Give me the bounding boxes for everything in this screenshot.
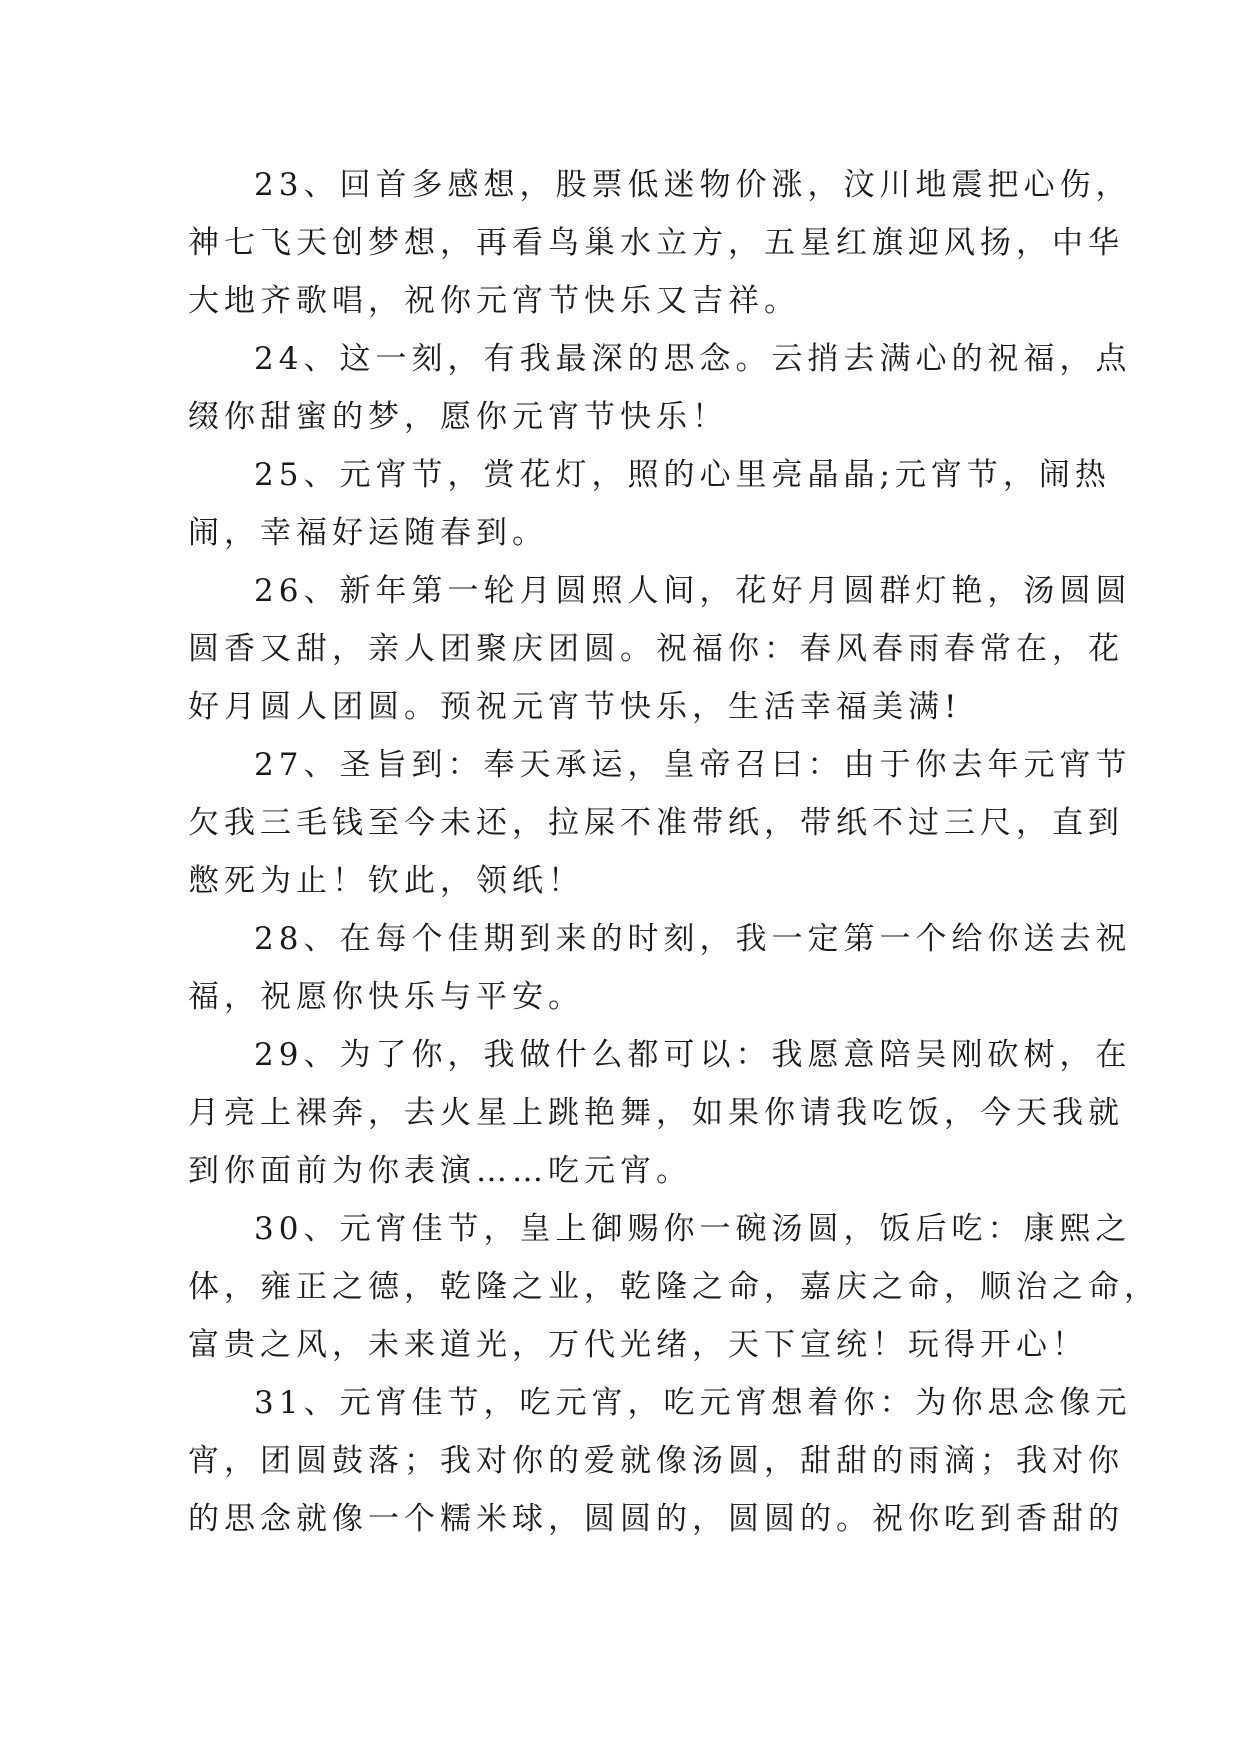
document-body	[188, 156, 1160, 1548]
text-line: 24、这一刻，有我最深的思念。云捎去满心的祝福，点	[254, 341, 1132, 377]
text-line: 好月圆人团圆。预祝元宵节快乐，生活幸福美满!	[188, 689, 962, 725]
paragraph-28	[188, 910, 1132, 1026]
text-line: 的思念就像一个糯米球，圆圆的，圆圆的。祝你吃到香甜的	[188, 1501, 1124, 1537]
text-line: 神七飞天创梦想，再看鸟巢水立方，五星红旗迎风扬，中华	[188, 225, 1124, 261]
text-line: 31、元宵佳节，吃元宵，吃元宵想着你：为你思念像元	[254, 1385, 1132, 1421]
text-line: 23、回首多感想，股票低迷物价涨，汶川地震把心伤，	[254, 167, 1132, 203]
paragraph-31	[188, 1374, 1132, 1548]
text-line: 30、元宵佳节，皇上御赐你一碗汤圆，饭后吃：康熙之	[254, 1211, 1132, 1247]
text-line: 28、在每个佳期到来的时刻，我一定第一个给你送去祝	[254, 921, 1132, 957]
text-line: 29、为了你，我做什么都可以：我愿意陪吴刚砍树，在	[254, 1037, 1132, 1073]
paragraph-30	[188, 1200, 1160, 1374]
text-line: 憋死为止！钦此，领纸！	[188, 863, 584, 899]
text-line: 宵，团圆鼓落；我对你的爱就像汤圆，甜甜的雨滴；我对你	[188, 1443, 1124, 1479]
paragraph-26	[188, 562, 1132, 736]
text-line: 27、圣旨到：奉天承运，皇帝召曰：由于你去年元宵节	[254, 747, 1132, 783]
text-line: 闹，幸福好运随春到。	[188, 515, 548, 551]
text-line: 大地齐歌唱，祝你元宵节快乐又吉祥。	[188, 283, 800, 319]
paragraph-27	[188, 736, 1132, 910]
paragraph-29	[188, 1026, 1132, 1200]
text-line: 25、元宵节，赏花灯，照的心里亮晶晶;元宵节，闹热	[254, 457, 1111, 493]
text-line: 欠我三毛钱至今未还，拉屎不准带纸，带纸不过三尺，直到	[188, 805, 1124, 841]
text-line: 26、新年第一轮月圆照人间，花好月圆群灯艳，汤圆圆	[254, 573, 1132, 609]
text-line: 体，雍正之德，乾隆之业，乾隆之命，嘉庆之命，顺治之命，	[188, 1269, 1160, 1305]
paragraph-24	[188, 330, 1132, 446]
text-line: 富贵之风，未来道光，万代光绪，天下宣统！玩得开心！	[188, 1327, 1088, 1363]
paragraph-25	[188, 446, 1111, 562]
text-line: 缀你甜蜜的梦，愿你元宵节快乐！	[188, 399, 728, 435]
paragraph-23	[188, 156, 1132, 330]
text-line: 月亮上裸奔，去火星上跳艳舞，如果你请我吃饭，今天我就	[188, 1095, 1124, 1131]
text-line: 到你面前为你表演……吃元宵。	[188, 1153, 692, 1189]
text-line: 福，祝愿你快乐与平安。	[188, 979, 584, 1015]
text-line: 圆香又甜，亲人团聚庆团圆。祝福你：春风春雨春常在，花	[188, 631, 1124, 667]
